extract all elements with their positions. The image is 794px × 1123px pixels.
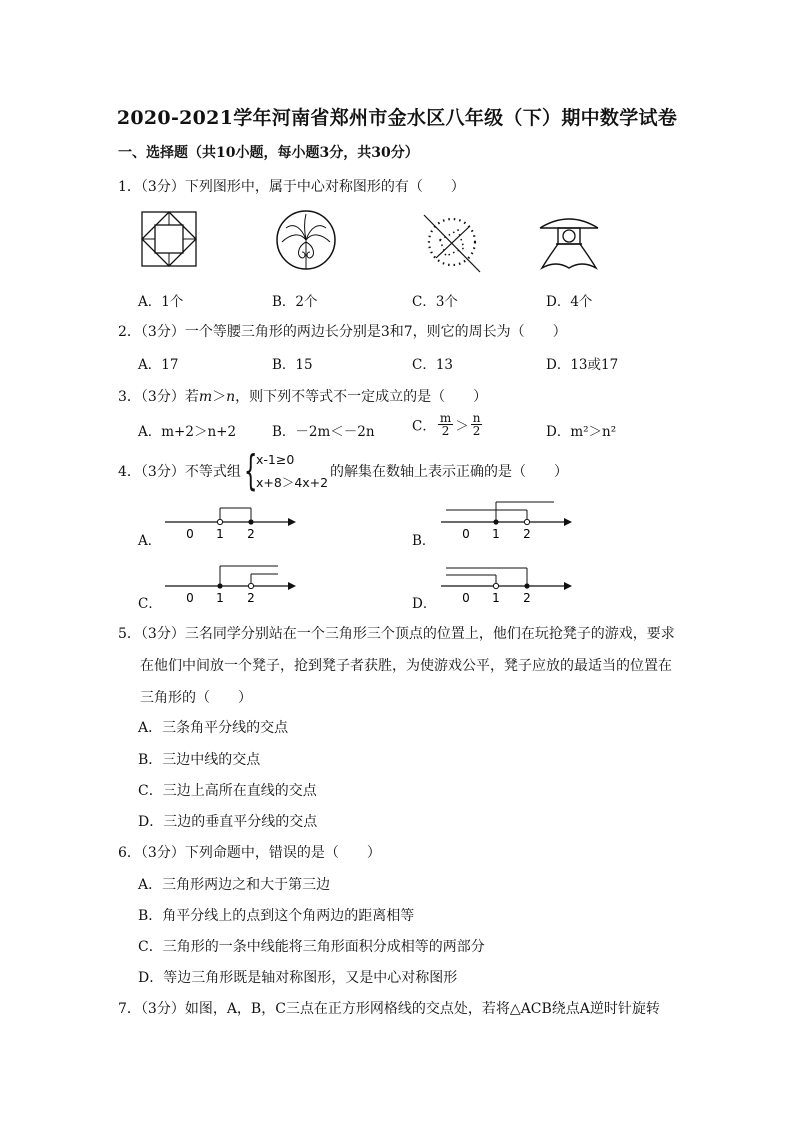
q3-c-numerator-1: m bbox=[439, 411, 452, 425]
q3-option-a: A．m+2＞n+2 bbox=[138, 424, 237, 440]
q4d-tick-0: 0 bbox=[462, 591, 470, 605]
q4-option-b-label: B． bbox=[412, 533, 436, 549]
q3-c-denominator-1: 2 bbox=[441, 424, 450, 438]
q4-brace: { bbox=[244, 446, 258, 495]
q3-stem-pre: 3．（3分）若 bbox=[118, 389, 199, 405]
q4c-tick-0: 0 bbox=[186, 591, 194, 605]
q4d-tick-1: 1 bbox=[492, 591, 500, 605]
q1-figure-hat bbox=[538, 210, 600, 272]
q6-option-d: D．等边三角形既是轴对称图形，又是中心对称图形 bbox=[138, 970, 458, 986]
q3-stem-m: m bbox=[198, 389, 213, 405]
q4a-tick-2: 2 bbox=[247, 527, 255, 541]
q3-c-numerator-2: n bbox=[472, 411, 481, 425]
q5-line-2: 在他们中间放一个凳子，抢到凳子者获胜，为使游戏公平，凳子应放的最适当的位置在 bbox=[140, 658, 672, 674]
question-7-stem: 7．（3分）如图，A，B，C三点在正方形网格线的交点处，若将△ACB绕点A逆时针旋转 bbox=[118, 1001, 660, 1017]
q4-numberline-c bbox=[160, 560, 300, 608]
q4-numberline-a bbox=[160, 496, 300, 544]
q3-c-gt: ＞ bbox=[455, 418, 469, 435]
q6-option-b: B．角平分线上的点到这个角两边的距离相等 bbox=[138, 908, 415, 924]
q4-option-d-label: D． bbox=[412, 596, 437, 612]
q1-figure-dotted bbox=[418, 212, 484, 274]
q6-option-c: C．三角形的一条中线能将三角形面积分成相等的两部分 bbox=[138, 939, 485, 955]
q3-stem-gt: ＞ bbox=[212, 389, 227, 405]
q4a-tick-1: 1 bbox=[216, 527, 224, 541]
q4a-tick-0: 0 bbox=[186, 527, 194, 541]
q4b-tick-0: 0 bbox=[462, 527, 470, 541]
q3-c-denominator-2: 2 bbox=[472, 424, 481, 438]
q4c-tick-2: 2 bbox=[247, 591, 255, 605]
q5-option-c: C．三边上高所在直线的交点 bbox=[138, 783, 317, 799]
q5-option-a: A．三条角平分线的交点 bbox=[138, 720, 289, 736]
q4-numberline-b bbox=[436, 496, 576, 544]
q4b-tick-2: 2 bbox=[523, 527, 531, 541]
q5-line-3: 三角形的（ ） bbox=[140, 690, 252, 706]
question-1-stem: 1．（3分）下列图形中，属于中心对称图形的有（ ） bbox=[118, 179, 465, 195]
question-6-stem: 6．（3分）下列命题中，错误的是（ ） bbox=[118, 845, 381, 861]
q5-option-b: B．三边中线的交点 bbox=[138, 752, 261, 768]
q4-option-c-label: C． bbox=[138, 596, 162, 612]
q4-numberline-d bbox=[436, 560, 576, 608]
page-title: 2020-2021学年河南省郑州市金水区八年级（下）期中数学试卷 bbox=[116, 107, 678, 129]
question-4-stem-post: 的解集在数轴上表示正确的是（ ） bbox=[330, 464, 568, 480]
q1-option-d: D．4个 bbox=[546, 294, 593, 310]
section-heading: 一、选择题（共10小题，每小题3分，共30分） bbox=[118, 145, 419, 161]
q3-option-b: B．－2m＜－2n bbox=[272, 424, 375, 440]
q2-option-a: A．17 bbox=[138, 357, 179, 373]
q3-option-c bbox=[412, 412, 484, 437]
q4-inequality-2: x+8＞4x+2 bbox=[256, 475, 329, 490]
q4c-tick-1: 1 bbox=[216, 591, 224, 605]
question-3-stem bbox=[118, 386, 487, 406]
q3-stem-post: ，则下列不等式不一定成立的是（ ） bbox=[235, 389, 488, 405]
q4-inequality-1: x-1≥0 bbox=[256, 452, 295, 467]
question-2-stem: 2．（3分）一个等腰三角形的两边长分别是3和7，则它的周长为（ ） bbox=[118, 324, 567, 340]
q2-option-d: D．13或17 bbox=[546, 357, 619, 373]
q3-option-d: D．m²＞n² bbox=[546, 424, 617, 440]
q1-option-a: A．1个 bbox=[138, 294, 184, 310]
q2-option-b: B．15 bbox=[272, 357, 313, 373]
q3-option-c-label: C． bbox=[412, 418, 436, 435]
q1-option-b: B．2个 bbox=[272, 294, 318, 310]
question-5-stem bbox=[118, 618, 678, 714]
q1-figure-squares bbox=[140, 210, 198, 270]
q5-option-d: D．三边的垂直平分线的交点 bbox=[138, 814, 318, 830]
q4b-tick-1: 1 bbox=[492, 527, 500, 541]
q4d-tick-2: 2 bbox=[523, 591, 531, 605]
question-4-stem-pre: 4．（3分）不等式组 bbox=[118, 464, 241, 480]
q3-stem-n: n bbox=[226, 389, 236, 405]
q2-option-c: C．13 bbox=[412, 357, 454, 373]
q4-option-a-label: A． bbox=[138, 533, 162, 549]
q6-option-a: A．三角形两边之和大于第三边 bbox=[138, 877, 331, 893]
q5-line-1: 5．（3分）三名同学分别站在一个三角形三个顶点的位置上，他们在玩抢凳子的游戏，要求 bbox=[118, 626, 675, 642]
q1-option-c: C．3个 bbox=[412, 294, 458, 310]
q1-figure-circle-pattern bbox=[274, 208, 338, 272]
